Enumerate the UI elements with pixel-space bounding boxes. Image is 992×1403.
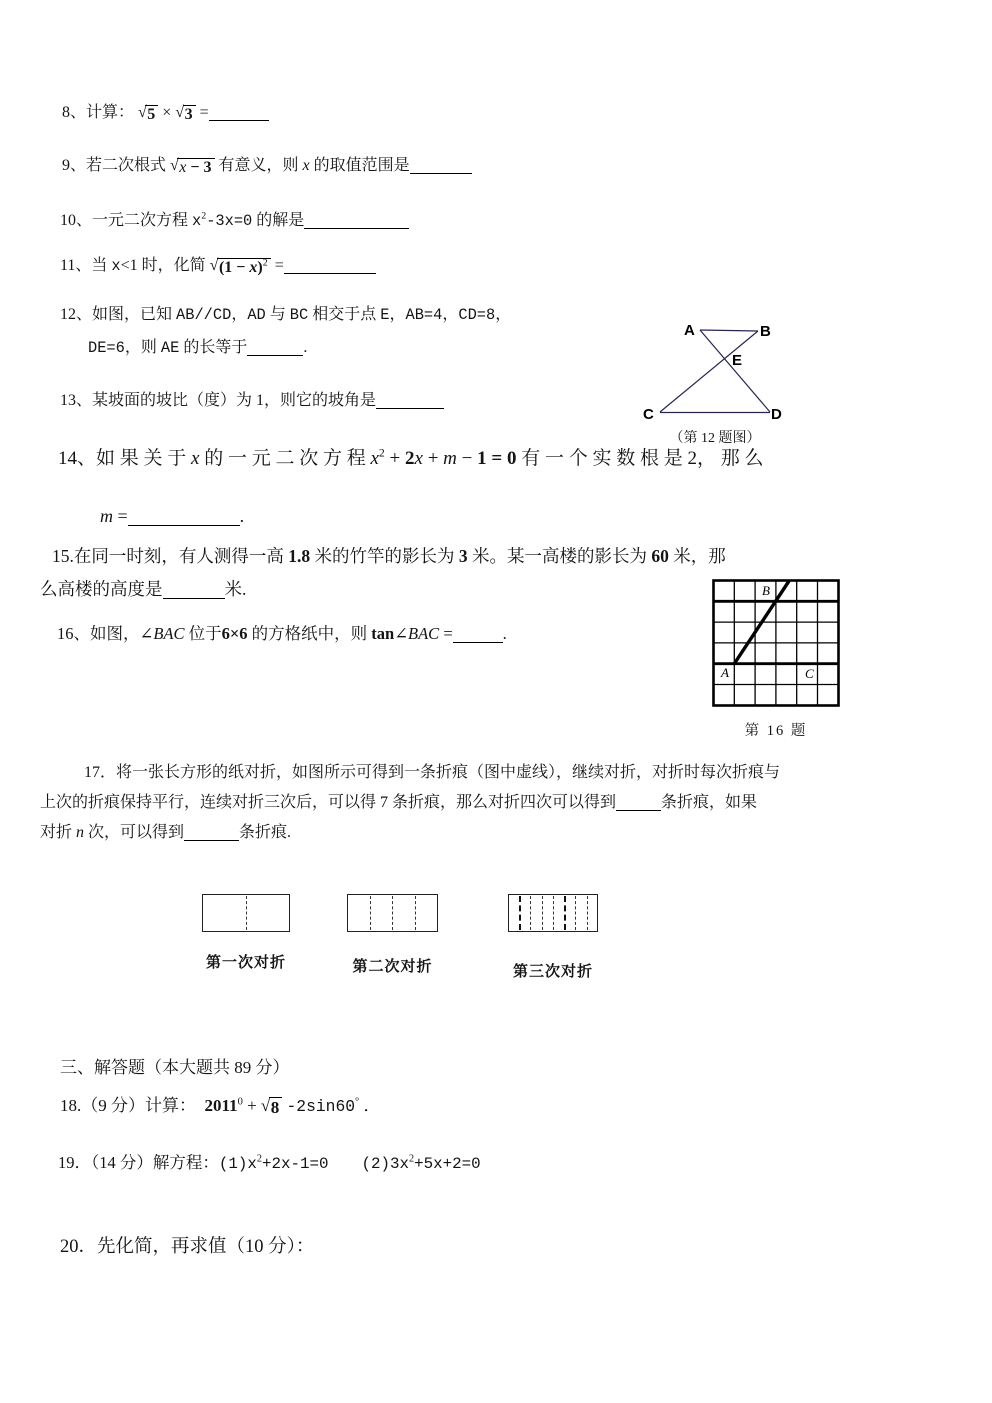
figure-q12 [640,314,800,447]
figure-q12-caption: （第 12 题图） [669,431,761,446]
fold-figure-2 [347,894,438,932]
question-16: 16、如图，∠BAC 位于6×6 的方格纸中，则 tan∠BAC = . [57,624,507,643]
question-18: 18.（9 分）计算： $2011^0$ + √ 8 -2sin60° ． [60,1096,381,1117]
question-10: 10、一元二次方程 $x^2-3x=0$ 的解是 [60,211,409,231]
point-label-e: E [732,352,743,369]
question-9: 9、若二次根式 √ x − 3 有意义，则 x 的取值范围是 [62,156,472,177]
fold-label-3: 第三次对折 [512,964,593,980]
question-12-line2: DE=6，则 AE 的长等于 . [88,339,308,357]
question-13: 13、某坡面的坡比（度）为 1，则它的坡角是 [60,391,444,411]
question-15-line1: 15.在同一时刻，有人测得一高 1.8 米的竹竿的影长为 3 米。某一高楼的影长为 60 米，那 [52,546,726,566]
point-label-a: A [684,322,695,339]
question-17-line2: 上次的折痕保持平行，连续对折三次后，可以得 7 条折痕，那么对折四次可以得到 条折痕，如果 [40,794,758,811]
figure-q16-caption: 第 16 题 [744,723,808,739]
question-15-line2: 么高楼的高度是 米. [40,579,247,599]
fold-figure-3 [508,894,598,932]
point-label-d: D [771,406,782,420]
section-3-header: 三、解答题（本大题共 89 分） [60,1058,290,1077]
fold-label-1: 第一次对折 [205,955,286,971]
question-17-line3: 对折 n 次，可以得到 条折痕. [40,824,292,841]
grid-label-b: B [762,583,770,598]
fold-label-2: 第二次对折 [352,959,433,975]
grid-label-c: C [805,666,814,681]
grid-label-a: A [721,665,729,680]
figure-q16 [712,579,840,740]
question-17-line1: 17．将一张长方形的纸对折，如图所示可得到一条折痕（图中虚线），继续对折，对折时每次折痕与 [84,764,781,781]
question-14-line2: m = . [100,506,245,526]
question-8: 8、计算： √ 5 × √ 3 = [62,103,269,124]
question-20: 20．先化简，再求值（10 分）： [60,1237,315,1257]
point-label-c: C [643,406,654,420]
triangle-diagram [640,314,800,420]
question-11: 11、当 x<1 时，化简 √ $(1 - x)^2$ = [60,256,376,277]
question-14-line1: 14、如 果 关 于 x 的 一 元 二 次 方 程 $x^2 + 2x + m - 1 = 0$ 有 一 个 实 数 根 是 2， 那 么 [58,446,764,469]
question-19: 19．（14 分）解方程：$(1)x^2+2x-1=0$ $(2)3x^2+5x+2=0$ [58,1153,481,1173]
fold-figure-1 [202,894,290,932]
question-12-line1: 12、如图，已知 AB//CD，AD 与 BC 相交于点 E，AB=4，CD=8， [60,306,512,324]
grid-diagram [712,579,840,707]
point-label-b: B [760,323,771,340]
